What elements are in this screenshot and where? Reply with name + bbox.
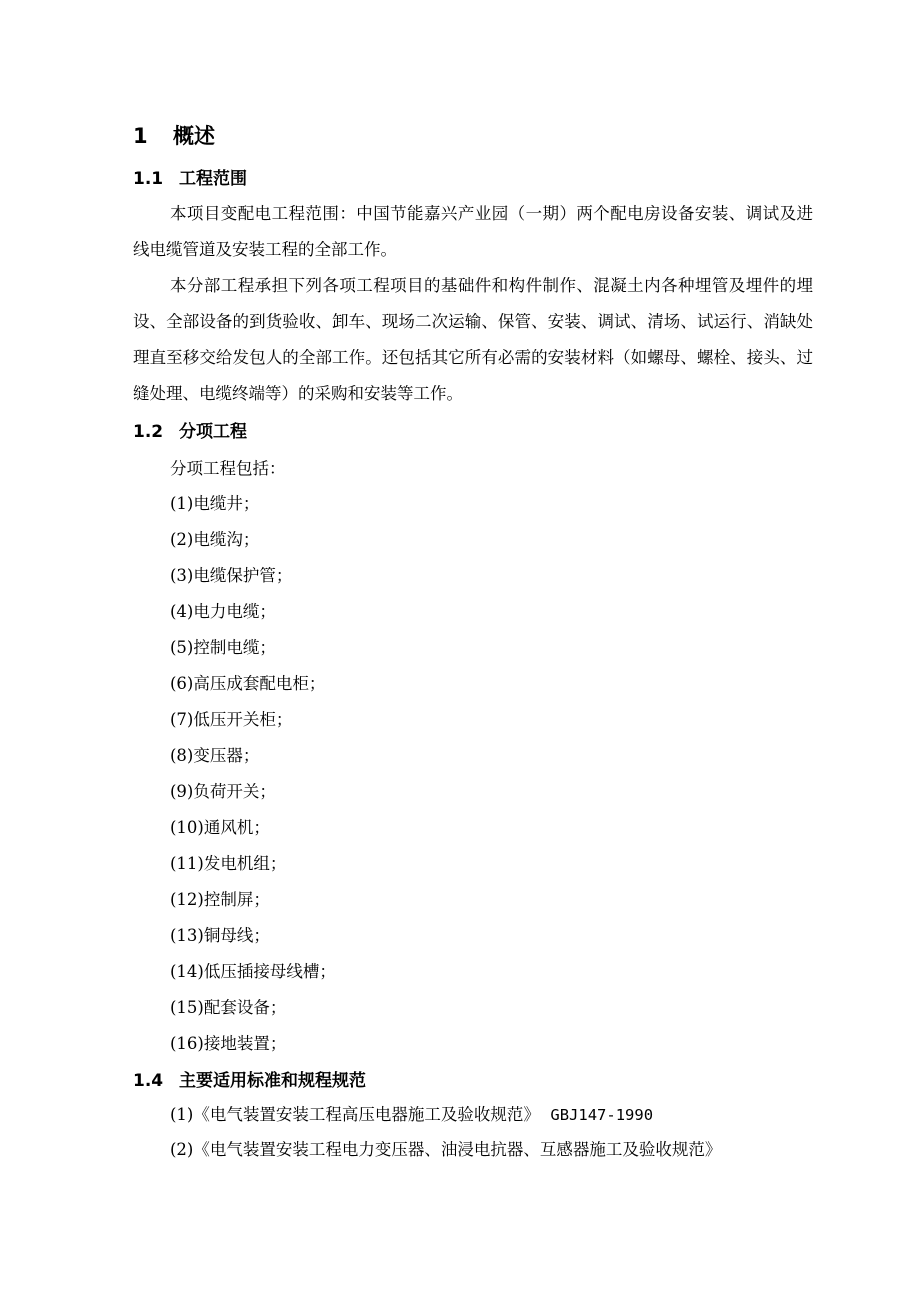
list-item: (6)高压成套配电柜； — [170, 674, 326, 693]
standard-item — [170, 1138, 721, 1162]
list-item: (1)电缆井； — [170, 494, 260, 513]
section-title: 概述 — [173, 124, 215, 148]
list-item: (14)低压插接母线槽； — [170, 962, 336, 981]
section-heading-1-1 — [133, 167, 247, 191]
list-item: (12)控制屏； — [170, 890, 270, 909]
section-number: 1.1 — [133, 169, 164, 189]
standard-item — [170, 1103, 653, 1127]
list-item: (10)通风机； — [170, 818, 270, 837]
section-title: 分项工程 — [179, 422, 247, 442]
list-item: (15)配套设备； — [170, 998, 287, 1017]
list-item: (13)铜母线； — [170, 926, 270, 945]
list-item: (9)负荷开关； — [170, 782, 276, 801]
section-number: 1 — [133, 124, 148, 148]
section-heading-1 — [133, 122, 215, 150]
list-item: (5)控制电缆； — [170, 638, 276, 657]
list-item: (8)变压器； — [170, 746, 260, 765]
scope-paragraph-2: 本分部工程承担下列各项工程项目的基础件和构件制作、混凝土内各种埋管及埋件的埋设、全部设备的到货验收、卸车、现场二次运输、保管、安装、调试、清场、试运行、消缺处理直至移交给发包人的全部工作。还包括其它所有必需的安装材料（如螺母、螺栓、接头、过缝处理、电缆终端等）的采购和安装等工作。 — [133, 276, 813, 403]
scope-paragraph-1: 本项目变配电工程范围：中国节能嘉兴产业园（一期）两个配电房设备安装、调试及进线电缆管道及安装工程的全部工作。 — [133, 204, 813, 259]
list-item: (4)电力电缆； — [170, 602, 276, 621]
list-item: (3)电缆保护管； — [170, 566, 293, 585]
section-title: 主要适用标准和规程规范 — [179, 1071, 366, 1091]
section-title: 工程范围 — [179, 169, 247, 189]
section-heading-1-2 — [133, 420, 247, 444]
list-item: (11)发电机组； — [170, 854, 287, 873]
standard-code: GBJ147-1990 — [550, 1106, 654, 1124]
list-item: (16)接地装置； — [170, 1034, 287, 1053]
standard-title: (2)《电气装置安装工程电力变压器、油浸电抗器、互感器施工及验收规范》 — [170, 1140, 722, 1159]
list-item: (7)低压开关柜； — [170, 710, 293, 729]
subitems-intro: 分项工程包括： — [170, 459, 286, 478]
section-number: 1.2 — [133, 422, 164, 442]
section-heading-1-4 — [133, 1069, 366, 1093]
standard-title: (1)《电气装置安装工程高压电器施工及验收规范》 — [170, 1105, 540, 1124]
section-number: 1.4 — [133, 1071, 164, 1091]
list-item: (2)电缆沟； — [170, 530, 260, 549]
